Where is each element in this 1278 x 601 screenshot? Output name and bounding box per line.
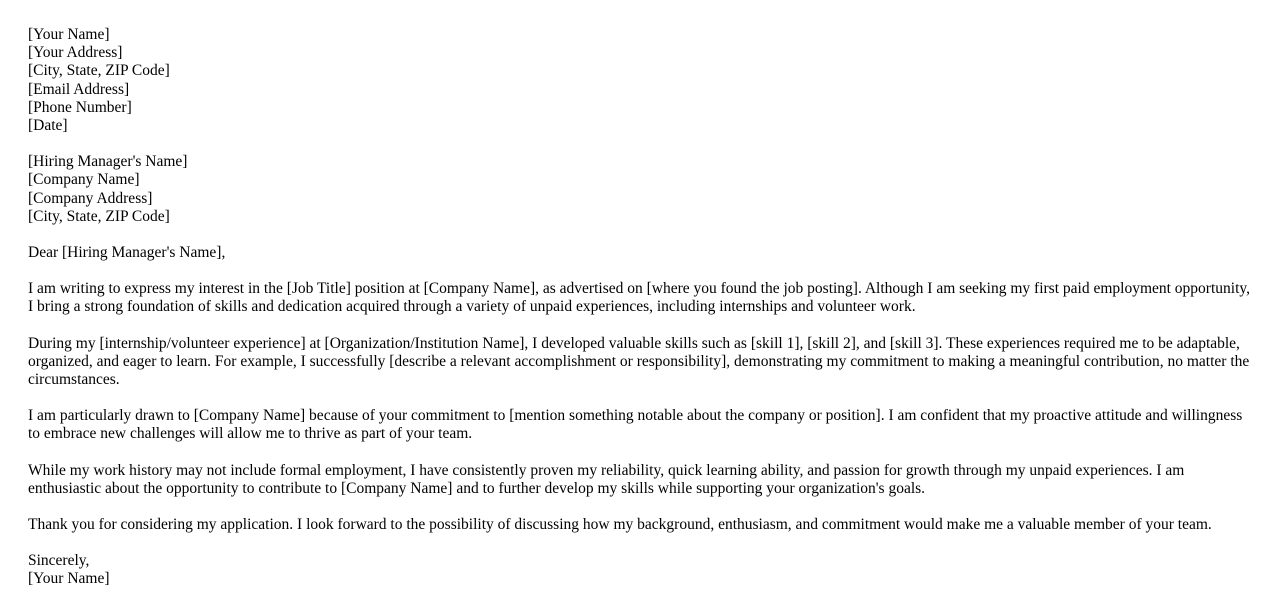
sender-line: [Phone Number] bbox=[28, 98, 132, 116]
recipient-line: [Company Address] bbox=[28, 189, 153, 207]
body-paragraph: I am writing to express my interest in the [Job Title] position at [Company Name], as advertised on [where you found the job posting]. Although I am seeking my first paid employment opportunity, I bring a strong foundation of skills and dedication acquired through a variety of unpaid experiences, including internships and volunteer work. bbox=[28, 280, 1251, 316]
body-paragraph: Thank you for considering my application. I look forward to the possibility of discussing how my background, enthusiasm, and commitment would make me a valuable member of your team. bbox=[28, 516, 1212, 534]
paragraph-gap bbox=[28, 262, 1250, 280]
paragraph-gap bbox=[28, 389, 1250, 407]
sender-line: [Your Address] bbox=[28, 44, 123, 62]
paragraph-gap bbox=[28, 534, 1250, 552]
recipient-line: [Hiring Manager's Name] bbox=[28, 153, 188, 171]
recipient-address-block bbox=[28, 153, 1250, 226]
sender-line: [Email Address] bbox=[28, 80, 130, 98]
paragraph-gap bbox=[28, 317, 1250, 335]
recipient-line: [City, State, ZIP Code] bbox=[28, 207, 170, 225]
paragraph-gap bbox=[28, 498, 1250, 516]
body-paragraph: While my work history may not include formal employment, I have consistently proven my reliability, quick learning ability, and passion for growth through my unpaid experiences. I am enthusiastic about the opportunity to contribute to [Company Name] and to further develop my skills while supporting your organization's goals. bbox=[28, 461, 1185, 497]
block-spacer bbox=[28, 226, 1250, 244]
signature-block bbox=[28, 552, 1250, 588]
signature-name: [Your Name] bbox=[28, 570, 110, 588]
body-paragraph: I am particularly drawn to [Company Name] because of your commitment to [mention something notable about the company or position]. I am confident that my proactive attitude and willingness to embrace new challenges will allow me to thrive as part of your team. bbox=[28, 407, 1243, 443]
block-spacer bbox=[28, 135, 1250, 153]
sender-line: [City, State, ZIP Code] bbox=[28, 62, 170, 80]
paragraph-gap bbox=[28, 444, 1250, 462]
body-paragraph: During my [internship/volunteer experience] at [Organization/Institution Name], I developed valuable skills such as [skill 1], [skill 2], and [skill 3]. These experiences required me to be adaptable, organized, and eager to learn. For example, I successfully [describe a relevant accomplishment or responsibility], demonstrating my commitment to making a meaningful contribution, no matter the circumstances. bbox=[28, 334, 1250, 389]
cover-letter bbox=[28, 26, 1250, 589]
sender-line: [Your Name] bbox=[28, 26, 110, 43]
salutation: Dear [Hiring Manager's Name], bbox=[28, 244, 226, 262]
sender-address-block bbox=[28, 26, 1250, 135]
sender-line: [Date] bbox=[28, 117, 68, 135]
recipient-line: [Company Name] bbox=[28, 171, 140, 189]
closing-line: Sincerely, bbox=[28, 552, 90, 570]
